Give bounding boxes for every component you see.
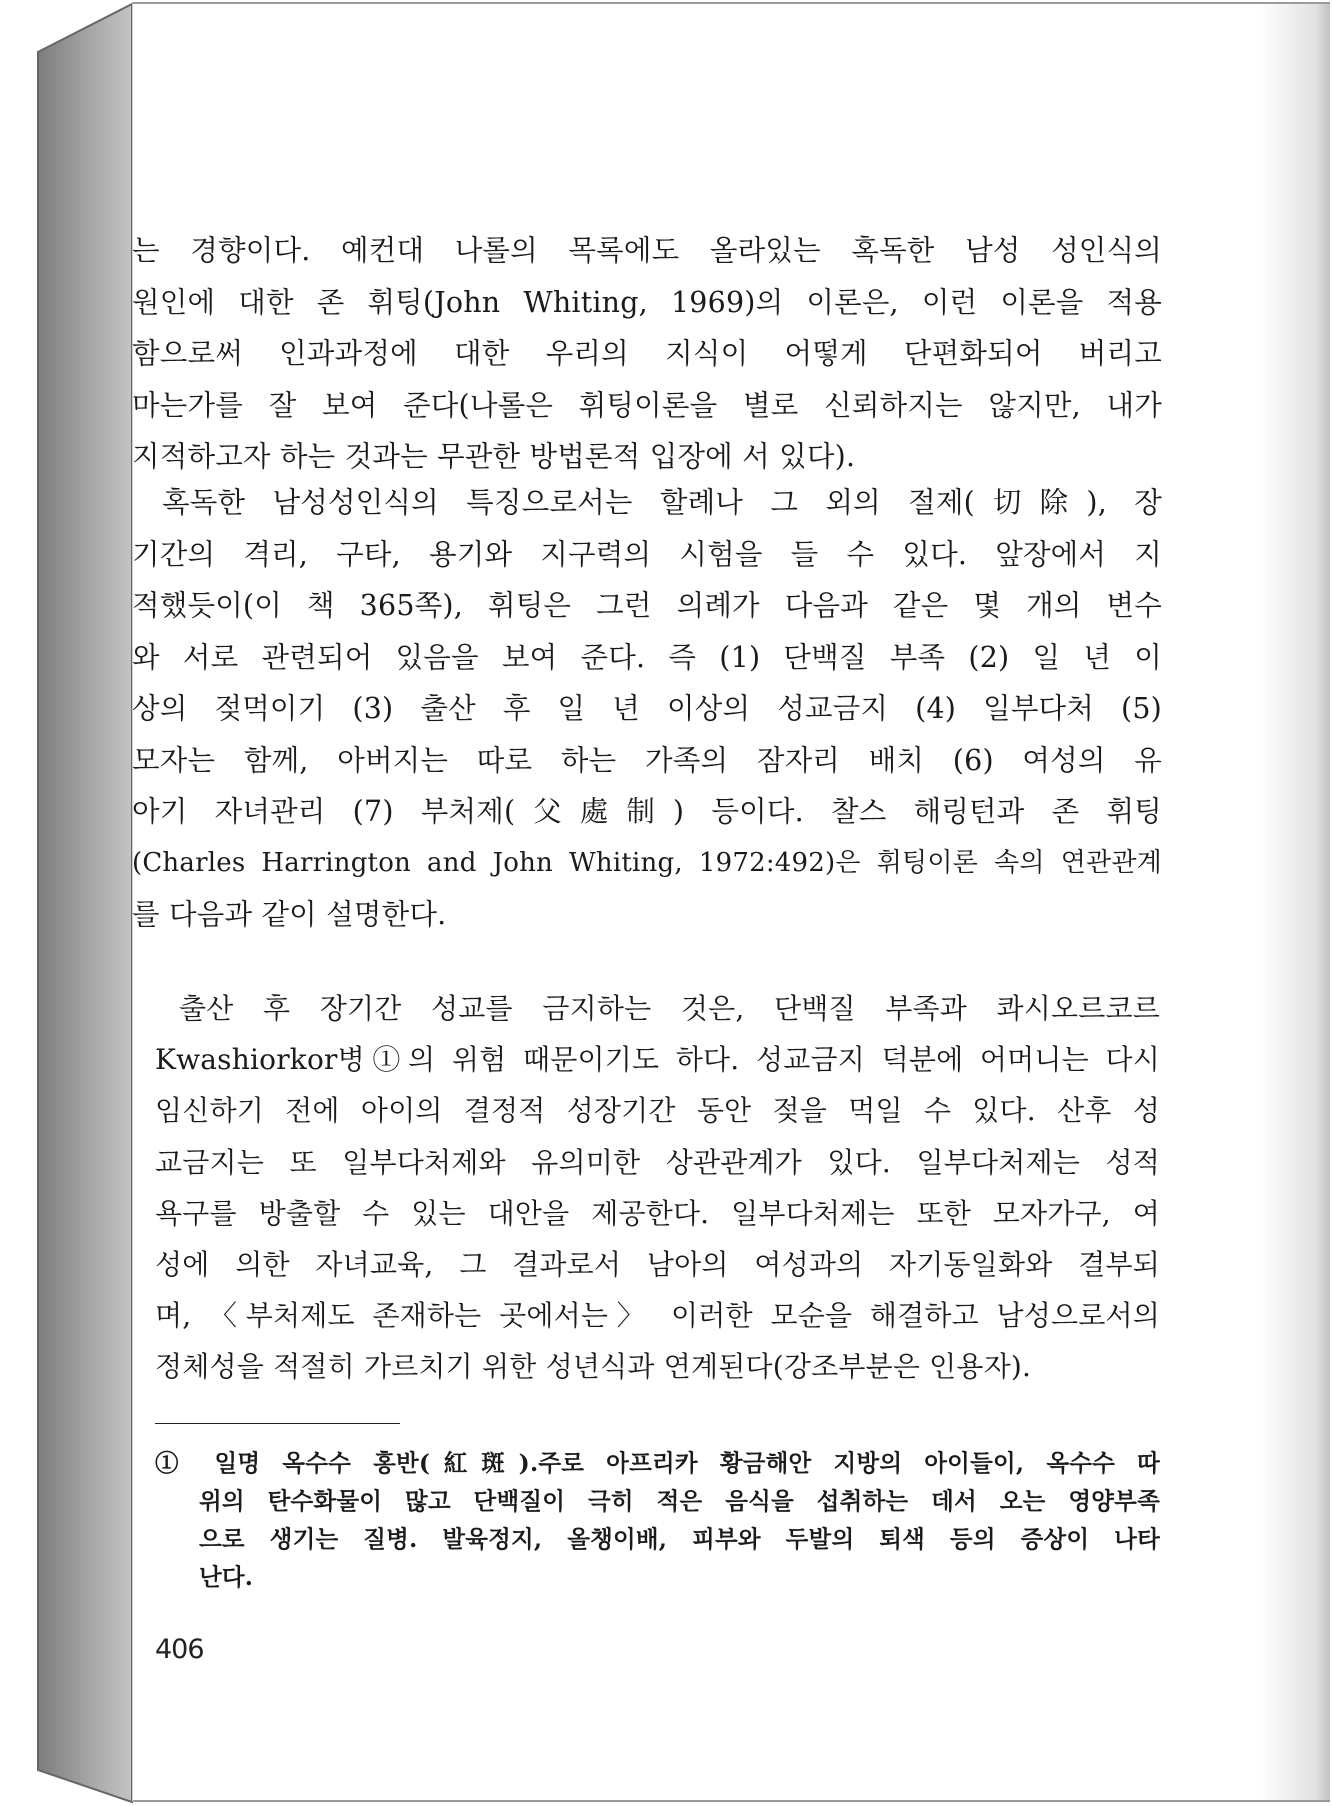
book-spine bbox=[38, 4, 132, 1802]
text-line: 지적하고자 하는 것과는 무관한 방법론적 입장에 서 있다). bbox=[132, 440, 856, 473]
quote-line: 욕구를 방출할 수 있는 대안을 제공한다. 일부다처제는 또한 모자가구, 여 bbox=[155, 1196, 1160, 1230]
text-line: 아기 자녀관리 (7) 부처제(父處制) 등이다. 찰스 해링턴과 존 휘팅 bbox=[132, 795, 1162, 828]
footnote-line: 으로 생기는 질병. 발육정지, 올챙이배, 피부와 두발의 퇴색 등의 증상이 나타 bbox=[199, 1525, 1160, 1553]
text-line: 는 경향이다. 예컨대 나롤의 목록에도 올라있는 혹독한 남성 성인식의 bbox=[132, 234, 1162, 267]
quote-line: 출산 후 장기간 성교를 금지하는 것은, 단백질 부족과 콰시오르코르 bbox=[179, 992, 1160, 1025]
text-line: 마는가를 잘 보여 준다(나롤은 휘팅이론을 별로 신뢰하지는 않지만, 내가 bbox=[132, 388, 1162, 422]
footnote-line: 위의 탄수화물이 많고 단백질이 극히 적은 음식을 섭취하는 데서 오는 영양부족 bbox=[199, 1487, 1160, 1515]
text-line: 를 다음과 같이 설명한다. bbox=[132, 898, 447, 931]
quote-line: 정체성을 적절히 가르치기 위한 성년식과 연계된다(강조부분은 인용자). bbox=[155, 1350, 1032, 1384]
text-line: (Charles Harrington and John Whiting, 1972:492)은 휘팅이론 속의 연관관계 bbox=[132, 847, 1162, 878]
quote-line: 임신하기 전에 아이의 결정적 성장기간 동안 젖을 먹일 수 있다. 산후 성 bbox=[155, 1094, 1160, 1128]
text-line: 원인에 대한 존 휘팅(John Whiting, 1969)의 이론은, 이런 이론을 적용 bbox=[132, 285, 1162, 319]
quote-line: 며, 〈부처제도 존재하는 곳에서는〉 이러한 모순을 해결하고 남성으로서의 bbox=[155, 1299, 1160, 1333]
text-line: 기간의 격리, 구타, 용기와 지구력의 시험을 들 수 있다. 앞장에서 지 bbox=[132, 537, 1162, 571]
quote-line: Kwashiorkor병①의 위험 때문이기도 하다. 성교금지 덕분에 어머니는 다시 bbox=[155, 1043, 1160, 1077]
text-line: 와 서로 관련되어 있음을 보여 준다. 즉 (1) 단백질 부족 (2) 일 년 이 bbox=[132, 640, 1162, 674]
footnote-line: ① 일명 옥수수 홍반(紅斑).주로 아프리카 황금해안 지방의 아이들이, 옥수수 따 bbox=[155, 1449, 1160, 1477]
quote-line: 성에 의한 자녀교육, 그 결과로서 남아의 여성과의 자기동일화와 결부되 bbox=[155, 1248, 1160, 1282]
footnote bbox=[155, 1444, 1160, 1596]
text-line: 혹독한 남성성인식의 특징으로서는 할례나 그 외의 절제(切除), 장 bbox=[162, 486, 1162, 519]
body-paragraph-2 bbox=[132, 477, 1162, 941]
text-line: 함으로써 인과과정에 대한 우리의 지식이 어떻게 단편화되어 버리고 bbox=[132, 337, 1162, 370]
text-line: 상의 젖먹이기 (3) 출산 후 일 년 이상의 성교금지 (4) 일부다처 (5) bbox=[132, 692, 1162, 725]
footnote-line: 난다. bbox=[199, 1563, 254, 1591]
page-edge-shadow bbox=[1260, 4, 1330, 1800]
text-line: 모자는 함께, 아버지는 따로 하는 가족의 잠자리 배치 (6) 여성의 유 bbox=[132, 743, 1162, 777]
block-quote bbox=[155, 983, 1160, 1393]
quote-line: 교금지는 또 일부다처제와 유의미한 상관관계가 있다. 일부다처제는 성적 bbox=[155, 1145, 1160, 1179]
body-paragraph-1 bbox=[132, 225, 1162, 483]
text-line: 적했듯이(이 책 365쪽), 휘팅은 그런 의례가 다음과 같은 몇 개의 변수 bbox=[132, 589, 1162, 622]
page-number: 406 bbox=[155, 1634, 204, 1665]
footnote-separator bbox=[155, 1423, 400, 1424]
